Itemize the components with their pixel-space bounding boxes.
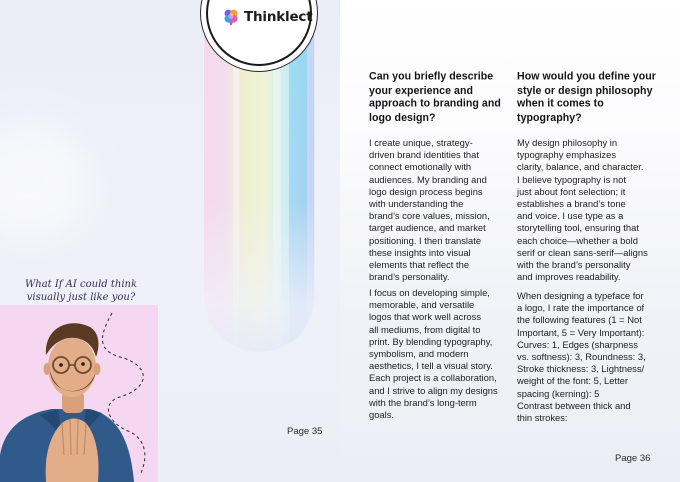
thinking-man-photo (0, 305, 158, 482)
brain-logo-icon (222, 8, 240, 26)
photo-panel (0, 305, 158, 482)
page-number-right: Page 36 (615, 453, 651, 464)
question-heading-2: How would you define your style or design philosophy when it comes to typography? (517, 70, 656, 124)
answer-paragraph-3: My design philosophy in typography emphasizes clarity, balance, and character. I believe typography is not just about font selection; it establishes a brand’s tone and voice. I use type as a storytelling tool, ensuring that each choice—whether a bold serif or clean sans-serif—aligns with the brand’s personality and improves readability. (517, 137, 648, 283)
background-glow (0, 120, 90, 240)
brand-logo (222, 8, 312, 26)
page-number-left: Page 35 (287, 426, 323, 437)
promo-caption: What If AI could think visually just like you? (24, 279, 138, 303)
right-page (340, 0, 680, 482)
question-heading-1: Can you briefly describe your experience and approach to branding and logo design? (369, 70, 501, 124)
answer-paragraph-2: I focus on developing simple, memorable, and versatile logos that work well across all mediums, from digital to print. By blending typography, symbolism, and modern aesthetics, I tell a visual story. Each project is a collaboration, and I strive to align my designs with the brand’s long-term goals. (369, 287, 498, 421)
answer-paragraph-4: When designing a typeface for a logo, I rate the importance of the following features (1 = Not Important, 5 = Very Important): Curves: 1, Edges (sharpness vs. softness): 3, Roundness: 3, Stroke thickness: 3, Lightness/ weight of the font: 5, Letter spacing (kerning): 5 Contrast between thick and thin strokes: (517, 290, 646, 424)
brand-name: Thinklect (244, 9, 313, 25)
answer-paragraph-1: I create unique, strategy- driven brand identities that connect emotionally with audiences. My branding and logo design process begins with understanding the brand’s core values, mission, target audience, and market positioning. I then translate these insights into visual elements that reflect the brand’s personality. (369, 137, 490, 283)
